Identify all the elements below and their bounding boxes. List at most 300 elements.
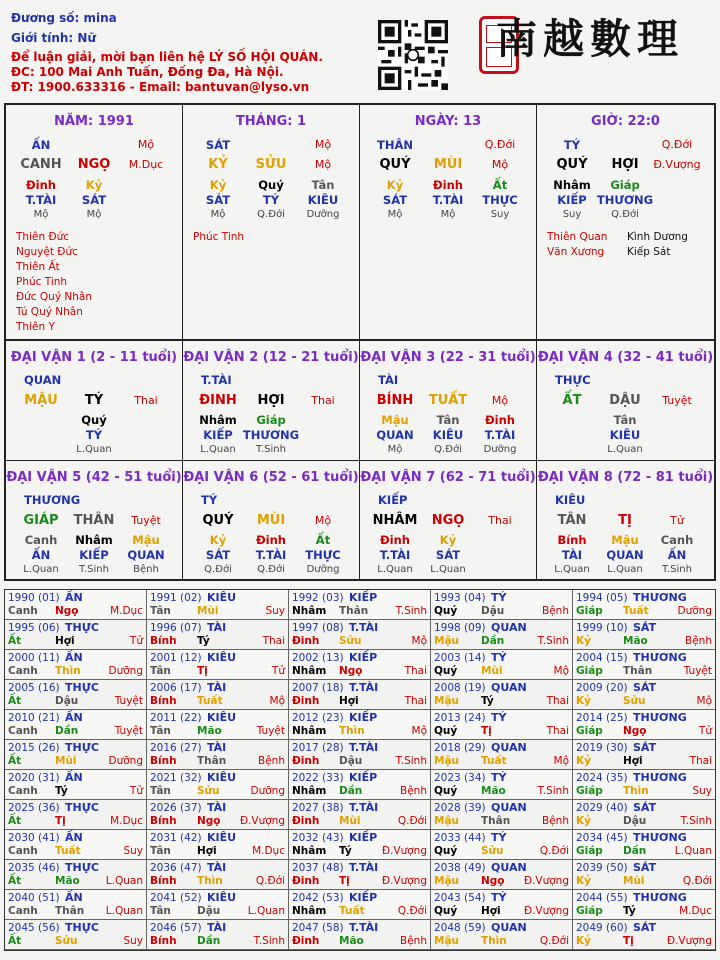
year-cell[interactable] [573,830,715,860]
year-cell[interactable] [431,650,573,680]
phone-email-line[interactable]: ĐT: 1900.633316 - Email: bantuvan@lyso.vn [11,80,310,94]
year-cell[interactable] [573,650,715,680]
year-cell[interactable] [289,740,431,770]
dai-van-hidden-stage: T.Sinh [662,564,692,575]
dai-van-god: TÀI [378,373,399,387]
year-label: 2043 (54) [434,892,486,904]
dai-van-hidden-stage: L.Quan [200,444,236,455]
year-god: THỰC [65,921,99,934]
year-branch: Hợi [339,695,359,707]
year-god: THƯƠNG [633,591,687,604]
year-stage: Tuyệt [114,695,143,707]
year-cell[interactable] [147,800,289,830]
year-branch: Sửu [481,845,504,857]
dai-van-branch: HỢI [257,393,285,408]
year-branch: Sửu [339,635,362,647]
year-god: ẤN [65,591,83,604]
year-stage: Suy [123,845,143,857]
year-stage: Mộ [411,635,427,647]
year-cell[interactable] [573,680,715,710]
pillar-branch: NGỌ [77,157,111,172]
contact-line: Để luận giải, mời bạn liên hệ LÝ SỐ HỘI QUÁN. [11,50,323,64]
year-stem: Bính [150,875,177,887]
year-god: THƯƠNG [633,711,687,724]
dai-van-hidden-god: QUAN [127,548,165,562]
year-cell[interactable] [431,860,573,890]
year-god: KIẾP [349,651,378,664]
dai-van-3 [360,341,537,460]
dai-van-hidden-stage: L.Quan [554,564,590,575]
year-god: KIÊU [207,651,237,664]
year-label: 2037 (48) [292,862,344,874]
year-cell[interactable] [431,830,573,860]
year-label: 2030 (41) [8,832,60,844]
year-stage: Thai [404,665,427,677]
dai-van-stage: Thai [134,394,158,407]
year-god: QUAN [491,801,527,814]
year-label: 2014 (25) [576,712,628,724]
dai-van-hidden-stem: Quý [81,413,107,427]
dai-van-hidden-stem: Đinh [380,533,410,547]
dai-van-stage: Mộ [314,514,332,527]
year-label: 1997 (08) [292,622,344,634]
year-cell[interactable] [573,920,715,950]
year-stem: Canh [8,665,38,677]
dai-van-hidden-god: THỰC [305,548,341,562]
year-stage: Mộ [269,695,285,707]
year-branch: Thìn [197,875,223,887]
year-cell[interactable] [147,680,289,710]
pillar-branch-stage: Đ.Vượng [653,158,701,171]
year-cell[interactable] [289,770,431,800]
year-cell[interactable] [5,620,147,650]
year-god: T.TÀI [349,681,379,694]
year-stem: Nhâm [292,905,327,917]
year-label: 1996 (07) [150,622,202,634]
dai-van-god: QUAN [24,373,62,387]
year-cell[interactable] [573,740,715,770]
header [0,0,720,100]
year-stage: L.Quan [674,845,712,857]
year-stage: Thai [546,695,569,707]
year-god: THỰC [65,621,99,634]
year-stage: Bệnh [258,755,285,767]
year-cell[interactable] [147,830,289,860]
hidden-god: T.TÀI [25,193,57,207]
year-stem: Ất [8,815,22,827]
hidden-stem: Nhâm [553,178,591,192]
hidden-stage: Q.Đới [611,209,639,220]
year-god: ẤN [65,831,83,844]
year-cell[interactable] [147,620,289,650]
year-stem: Quý [434,665,458,677]
year-god: SÁT [633,921,657,934]
year-cell[interactable] [147,860,289,890]
dai-van-stem: ĐINH [199,393,237,408]
year-cell[interactable] [573,800,715,830]
dai-van-hidden-god: QUAN [606,548,644,562]
year-stem: Quý [434,845,458,857]
pillar-stem: KỶ [208,157,228,172]
dai-van-hidden-stem: Nhâm [199,413,237,427]
year-label: 1991 (02) [150,592,202,604]
year-stage: L.Quan [105,905,143,917]
dai-van-6 [183,460,360,579]
dai-van-hidden-stage: Mộ [387,444,403,455]
year-god: SÁT [633,801,657,814]
dai-van-stem: QUÝ [202,513,234,528]
year-branch: Mùi [623,875,645,887]
year-god: THƯƠNG [633,651,687,664]
year-cell[interactable] [147,890,289,920]
year-cell[interactable] [147,920,289,950]
year-stem: Mậu [434,815,460,827]
dai-van-hidden-stage: Q.Đới [434,444,462,455]
year-branch: Ngọ [55,605,79,617]
dai-van-god: KIẾP [378,493,408,507]
year-label: 2025 (36) [8,802,60,814]
year-label: 2039 (50) [576,862,628,874]
year-stage: T.Sinh [395,755,427,767]
hidden-stage: Mộ [210,209,226,220]
year-cell[interactable] [289,890,431,920]
year-cell[interactable] [289,920,431,950]
year-stage: Đ.Vượng [523,905,569,917]
pillar-title: THÁNG: 1 [235,114,307,129]
year-stem: Nhâm [292,845,327,857]
year-god: THỰC [65,741,99,754]
year-branch: Thìn [481,935,507,947]
year-label: 2008 (19) [434,682,486,694]
year-stage: Bệnh [400,785,427,797]
year-cell[interactable] [431,920,573,950]
year-stage: Bệnh [542,815,569,827]
year-cell[interactable] [289,620,431,650]
year-cell[interactable] [5,800,147,830]
year-cell[interactable] [147,710,289,740]
year-label: 2013 (24) [434,712,486,724]
year-cell[interactable] [573,860,715,890]
year-label: 2004 (15) [576,652,628,664]
year-cell[interactable] [147,740,289,770]
year-cell[interactable] [431,710,573,740]
dai-van-hidden-god: T.TÀI [484,428,516,442]
year-god: KIÊU [207,891,237,904]
pillar-star: Phúc Tinh [16,276,68,288]
dai-van-hidden-stage: T.Sinh [256,444,286,455]
year-cell[interactable] [147,590,289,620]
year-stem: Tân [150,845,171,857]
year-branch: Ngọ [623,725,647,737]
dai-van-title: ĐẠI VẬN 4 (32 - 41 tuổi) [537,350,714,365]
year-god: KIẾP [349,591,378,604]
dai-van-hidden-god: ẤN [667,548,687,562]
year-stem: Canh [8,605,38,617]
year-cell[interactable] [5,680,147,710]
year-stem: Canh [8,905,38,917]
pillar-stage: Q.Đới [484,138,516,151]
year-branch: Dần [481,635,505,647]
dai-van-stem: ẤT [562,393,582,408]
year-branch: Thìn [55,665,81,677]
pillar-1 [183,105,360,339]
year-cell[interactable] [5,710,147,740]
dai-van-title: ĐẠI VẬN 5 (42 - 51 tuổi) [6,470,182,485]
hidden-stem: Tân [311,178,335,192]
dai-van-8 [537,460,714,579]
year-cell[interactable] [289,800,431,830]
year-stem: Bính [150,635,177,647]
year-branch: Tị [197,665,208,677]
year-cell[interactable] [289,590,431,620]
address-line: ĐC: 100 Mai Anh Tuấn, Đống Đa, Hà Nội. [11,65,284,79]
hidden-stem: Đinh [433,178,463,192]
year-cell[interactable] [289,710,431,740]
year-cell[interactable] [147,650,289,680]
year-cell[interactable] [431,740,573,770]
year-stage: Mộ [696,695,712,707]
year-branch: Tý [339,845,352,857]
year-label: 2027 (38) [292,802,344,814]
hidden-stem: Kỷ [386,178,404,192]
year-stem: Kỷ [576,875,591,887]
year-stage: Q.Đới [682,875,712,887]
pillar-branch-stage: Mộ [314,158,332,171]
hidden-god: SÁT [205,193,231,207]
dai-van-title: ĐẠI VẬN 6 (52 - 61 tuổi) [183,470,359,485]
year-cell[interactable] [573,710,715,740]
year-stage: T.Sinh [395,605,427,617]
year-label: 1990 (01) [8,592,60,604]
year-cell[interactable] [573,590,715,620]
year-god: TÝ [491,591,507,604]
year-branch: Tuất [481,755,507,767]
dai-van-title: ĐẠI VẬN 2 (12 - 21 tuổi) [183,350,359,365]
year-label: 2044 (55) [576,892,628,904]
year-god: ẤN [65,651,83,664]
year-label: 2022 (33) [292,772,344,784]
dai-van-branch: DẬU [609,393,641,408]
year-cell[interactable] [5,920,147,950]
year-label: 2021 (32) [150,772,202,784]
dai-van-stage: Tuyệt [131,514,161,527]
dai-van-hidden-stem: Giáp [256,413,286,427]
year-cell[interactable] [289,830,431,860]
year-cell[interactable] [431,890,573,920]
year-cell[interactable] [289,650,431,680]
year-label: 2028 (39) [434,802,486,814]
hidden-stage: Mộ [33,209,49,220]
year-branch: Mão [339,935,364,947]
dai-van-hidden-stage: L.Quan [430,564,466,575]
year-label: 1998 (09) [434,622,486,634]
year-god: THỰC [65,801,99,814]
pillar-star: Thiên Ất [16,261,60,273]
year-stem: Giáp [576,665,603,677]
year-stem: Mậu [434,875,460,887]
pillar-star: Kình Dương [627,231,688,243]
year-label: 2006 (17) [150,682,202,694]
year-god: ẤN [65,711,83,724]
year-stage: T.Sinh [537,785,569,797]
year-cell[interactable] [431,800,573,830]
year-god: TÀI [207,861,227,874]
pillar-star: Kiếp Sát [627,246,671,258]
dai-van-hidden-god: QUAN [376,428,414,442]
year-stage: Suy [692,785,712,797]
year-god: TÀI [207,681,227,694]
dai-van-hidden-god: SÁT [435,548,461,562]
dai-van-hidden-god: KIÊU [609,428,641,442]
year-cell[interactable] [431,680,573,710]
year-cell[interactable] [573,890,715,920]
year-god: KIÊU [207,771,237,784]
dai-van-god: THỰC [555,373,591,387]
dai-van-hidden-stem: Đinh [256,533,286,547]
hidden-stage: Dưỡng [306,209,340,220]
year-stage: T.Sinh [537,635,569,647]
pillar-god: THÂN [377,138,413,152]
year-label: 2017 (28) [292,742,344,754]
year-stage: Tử [129,635,143,647]
dai-van-branch: NGỌ [431,513,465,528]
year-label: 2034 (45) [576,832,628,844]
qr-code-icon[interactable] [378,20,448,90]
year-branch: Tý [623,905,636,917]
year-god: KIÊU [207,831,237,844]
year-branch: Dậu [481,605,505,617]
pillar-title: NGÀY: 13 [414,114,482,129]
hidden-god: KIÊU [307,193,339,207]
year-stage: Tuyệt [256,725,285,737]
pillar-god: TÝ [563,138,581,152]
year-stage: Đ.Vượng [239,815,285,827]
year-god: TÝ [491,831,507,844]
year-stage: Tử [129,785,143,797]
year-branch: Dậu [339,755,363,767]
year-branch: Dần [197,935,221,947]
year-stem: Kỷ [576,755,591,767]
year-god: TÝ [491,891,507,904]
year-label: 2048 (59) [434,922,486,934]
dai-van-5 [6,460,183,579]
year-god: QUAN [491,741,527,754]
dai-van-hidden-god: KIÊU [432,428,464,442]
year-stage: Đ.Vượng [523,875,569,887]
year-stem: Bính [150,755,177,767]
year-cell[interactable] [5,590,147,620]
year-branch: Thân [55,905,85,917]
year-cell[interactable] [573,620,715,650]
year-stem: Ất [8,695,22,707]
year-stage: Bệnh [542,605,569,617]
dai-van-hidden-stage: Q.Đới [204,564,232,575]
year-stem: Mậu [434,935,460,947]
year-cell[interactable] [5,860,147,890]
year-stem: Tân [150,605,171,617]
year-cell[interactable] [5,770,147,800]
year-branch: Mão [55,875,80,887]
year-branch: Mão [197,725,222,737]
year-cell[interactable] [573,770,715,800]
pillar-stage: Mộ [314,138,332,151]
year-branch: Tuất [197,695,223,707]
pillar-stem: QUÝ [379,157,411,172]
dai-van-2 [183,341,360,460]
year-label: 2047 (58) [292,922,344,934]
year-cell[interactable] [431,590,573,620]
pillar-branch: SỬU [255,157,287,172]
owner-name: Đương số: mina [11,11,117,25]
year-god: QUAN [491,861,527,874]
year-stage: Thai [546,725,569,737]
year-stem: Quý [434,905,458,917]
year-cell[interactable] [147,770,289,800]
dai-van-hidden-god: ẤN [31,548,51,562]
year-god: ẤN [65,891,83,904]
year-label: 2046 (57) [150,922,202,934]
dai-van-hidden-god: KIẾP [79,548,109,562]
dai-van-hidden-god: T.TÀI [379,548,411,562]
year-stage: M.Dục [252,845,285,857]
year-stage: Q.Đới [255,875,285,887]
dai-van-hidden-god: KIẾP [203,428,233,442]
year-stage: Mộ [553,755,569,767]
dai-van-stem: NHÂM [372,513,418,528]
year-cell[interactable] [5,740,147,770]
year-label: 2040 (51) [8,892,60,904]
year-stage: Suy [123,935,143,947]
year-stem: Canh [8,845,38,857]
year-branch: Sửu [197,785,220,797]
year-label: 2033 (44) [434,832,486,844]
year-stage: Dưỡng [108,665,143,677]
year-cell[interactable] [5,830,147,860]
year-stem: Nhâm [292,605,327,617]
year-cell[interactable] [289,680,431,710]
year-god: KIẾP [349,891,378,904]
year-branch: Tý [481,695,494,707]
year-god: QUAN [491,681,527,694]
year-god: SÁT [633,861,657,874]
dai-van-hidden-god: TÀI [561,548,583,562]
year-branch: Tị [339,875,350,887]
year-stem: Kỷ [576,815,591,827]
year-god: SÁT [633,681,657,694]
year-cell[interactable] [431,620,573,650]
pillar-2 [360,105,537,339]
year-stem: Canh [8,785,38,797]
year-god: KIÊU [207,591,237,604]
year-branch: Ngọ [339,665,363,677]
year-stem: Giáp [576,605,603,617]
year-cell[interactable] [289,860,431,890]
year-stem: Đinh [292,875,320,887]
year-cell[interactable] [5,650,147,680]
year-stage: L.Quan [247,905,285,917]
year-god: SÁT [633,621,657,634]
dai-van-hidden-stem: Bính [557,533,587,547]
year-label: 2026 (37) [150,802,202,814]
year-label: 2005 (16) [8,682,60,694]
year-label: 2003 (14) [434,652,486,664]
year-stem: Bính [150,695,177,707]
year-cell[interactable] [431,770,573,800]
year-god: THƯƠNG [633,771,687,784]
year-branch: Thân [197,755,227,767]
year-branch: Dậu [55,695,79,707]
year-cell[interactable] [5,890,147,920]
